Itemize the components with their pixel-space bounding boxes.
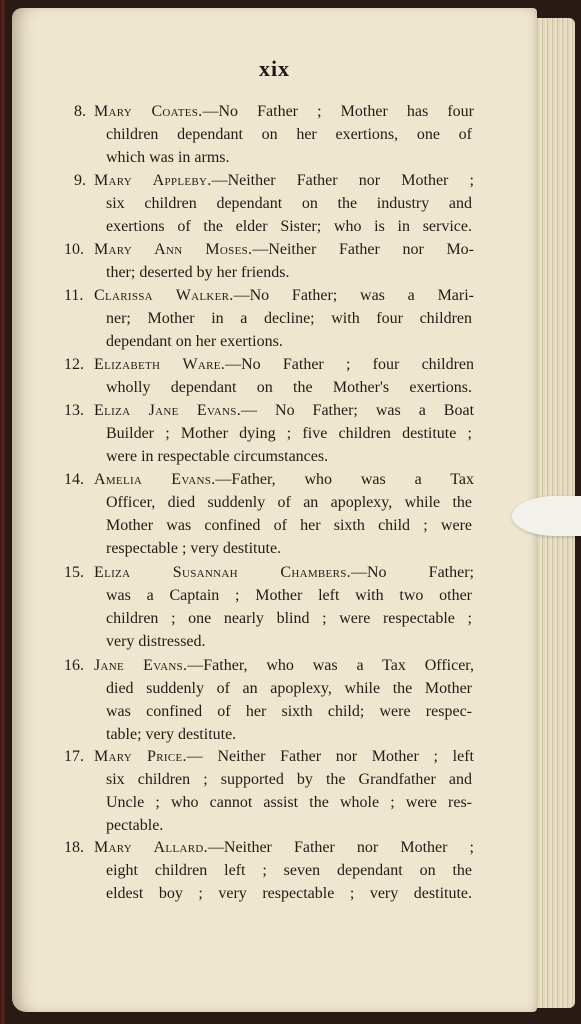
entry-text: —Father, who was a Tax bbox=[215, 471, 474, 488]
entry-line: six children ; supported by the Grandfather and bbox=[106, 771, 472, 788]
entry-first-line bbox=[94, 353, 474, 376]
entry-first-line bbox=[94, 399, 474, 422]
entry-line: children ; one nearly blind ; were respectable ; bbox=[106, 610, 472, 627]
page-number: xix bbox=[258, 56, 291, 81]
entry-first-line bbox=[94, 284, 474, 307]
book-page bbox=[12, 8, 537, 1012]
entry-line: children dependant on her exertions, one of bbox=[106, 126, 472, 143]
entry-number: 11. bbox=[64, 287, 84, 304]
entry-line: were in respectable circumstances. bbox=[106, 448, 329, 465]
entry-number: 13. bbox=[64, 402, 84, 419]
entry-number: 8. bbox=[74, 103, 86, 120]
entry-text: —Neither Father nor Mo- bbox=[252, 241, 475, 258]
person-name: Eliza Susannah Chambers. bbox=[94, 564, 351, 581]
entry-line: very distressed. bbox=[106, 633, 206, 650]
person-name: Mary Appleby. bbox=[94, 172, 212, 189]
entry-text: —Neither Father nor Mother ; bbox=[211, 172, 475, 189]
person-name: Mary Ann Moses. bbox=[94, 241, 253, 258]
entry-text: — Neither Father nor Mother ; left bbox=[186, 748, 474, 765]
entry-number: 9. bbox=[74, 172, 86, 189]
entry-line: ther; deserted by her friends. bbox=[106, 264, 290, 281]
entry-line: respectable ; very destitute. bbox=[106, 540, 282, 557]
entry-line: died suddenly of an apoplexy, while the Mother bbox=[106, 680, 472, 697]
person-name: Eliza Jane Evans. bbox=[94, 402, 242, 419]
entry-first-line bbox=[94, 238, 474, 261]
person-name: Mary Allard. bbox=[94, 839, 208, 856]
entry-first-line bbox=[94, 745, 474, 768]
entry-line: ner; Mother in a decline; with four children bbox=[106, 310, 472, 327]
entry-line: was a Captain ; Mother left with two other bbox=[106, 587, 472, 604]
entry-line: Officer, died suddenly of an apoplexy, while the bbox=[106, 494, 472, 511]
entry-first-line bbox=[94, 468, 474, 491]
person-name: Clarissa Walker. bbox=[94, 287, 234, 304]
entry-line: which was in arms. bbox=[106, 149, 230, 166]
entry-line: dependant on her exertions. bbox=[106, 333, 283, 350]
entry-number: 17. bbox=[64, 748, 84, 765]
entry-first-line bbox=[94, 836, 474, 859]
entry-line: exertions of the elder Sister; who is in service. bbox=[106, 218, 472, 235]
entry-text: — No Father; was a Boat bbox=[241, 402, 475, 419]
entry-number: 10. bbox=[64, 241, 84, 258]
entry-line: wholly dependant on the Mother's exertions. bbox=[106, 379, 472, 396]
entry-text: —No Father ; four children bbox=[225, 356, 474, 373]
entry-text: —Father, who was a Tax Officer, bbox=[187, 657, 474, 674]
entry-line: eldest boy ; very respectable ; very destitute. bbox=[106, 885, 472, 902]
entry-line: Builder ; Mother dying ; five children destitute ; bbox=[106, 425, 472, 442]
person-name: Amelia Evans. bbox=[94, 471, 216, 488]
entry-line: Mother was confined of her sixth child ; were bbox=[106, 517, 472, 534]
entry-number: 15. bbox=[64, 564, 84, 581]
entry-number: 12. bbox=[64, 356, 84, 373]
entry-line: pectable. bbox=[106, 817, 164, 834]
entry-text: —No Father; bbox=[350, 564, 474, 581]
person-name: Elizabeth Ware. bbox=[94, 356, 226, 373]
person-name: Jane Evans. bbox=[94, 657, 188, 674]
entry-first-line bbox=[94, 100, 474, 123]
entry-line: Uncle ; who cannot assist the whole ; were res- bbox=[106, 794, 472, 811]
entry-first-line bbox=[94, 561, 474, 584]
entry-number: 16. bbox=[64, 657, 84, 674]
entry-line: table; very destitute. bbox=[106, 726, 237, 743]
entry-first-line bbox=[94, 169, 474, 192]
entry-line: was confined of her sixth child; were respec- bbox=[106, 703, 472, 720]
entry-line: six children dependant on the industry and bbox=[106, 195, 472, 212]
entry-first-line bbox=[94, 654, 474, 677]
person-name: Mary Price. bbox=[94, 748, 187, 765]
entry-text: —Neither Father nor Mother ; bbox=[207, 839, 475, 856]
entry-number: 14. bbox=[64, 471, 84, 488]
entry-number: 18. bbox=[64, 839, 84, 856]
entry-text: —No Father ; Mother has four bbox=[202, 103, 475, 120]
entry-text: —No Father; was a Mari- bbox=[233, 287, 474, 304]
person-name: Mary Coates. bbox=[94, 103, 203, 120]
entry-line: eight children left ; seven dependant on the bbox=[106, 862, 472, 879]
